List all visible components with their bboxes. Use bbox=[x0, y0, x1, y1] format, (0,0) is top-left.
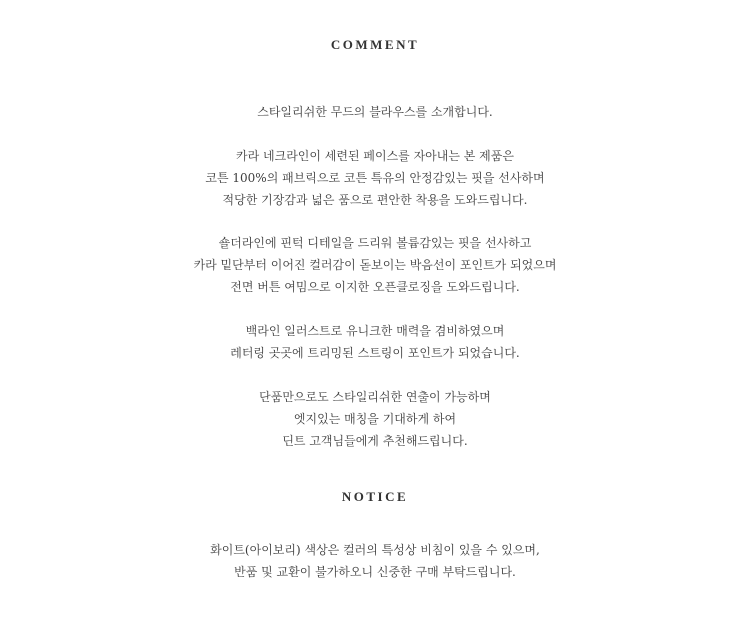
comment-paragraph-collar bbox=[0, 145, 750, 211]
comment-paragraph-backline bbox=[0, 320, 750, 364]
text-line: 백라인 일러스트로 유니크한 매력을 겸비하였으며 bbox=[245, 324, 505, 338]
text-line: 단품만으로도 스타일리쉬한 연출이 가능하며 bbox=[259, 390, 491, 404]
text-line: 레터링 곳곳에 트리밍된 스트링이 포인트가 되었습니다. bbox=[230, 346, 520, 360]
comment-paragraph-shoulder bbox=[0, 232, 750, 298]
comment-paragraph-intro bbox=[0, 101, 750, 123]
text-line: 스타일리쉬한 무드의 블라우스를 소개합니다. bbox=[257, 105, 493, 119]
text-line: 엣지있는 매칭을 기대하게 하여 bbox=[293, 412, 457, 426]
text-line: 화이트(아이보리) 색상은 컬러의 특성상 비침이 있을 수 있으며, bbox=[210, 543, 540, 557]
text-line: 적당한 기장감과 넓은 품으로 편안한 착용을 도와드립니다. bbox=[222, 193, 528, 207]
text-line: 코튼 100%의 패브릭으로 코튼 특유의 안정감있는 핏을 선사하며 bbox=[205, 171, 545, 185]
text-line: 카라 밑단부터 이어진 컬러감이 돋보이는 박음선이 포인트가 되었으며 bbox=[193, 258, 557, 272]
comment-paragraph-styling bbox=[0, 386, 750, 452]
text-line: 딘트 고객님들에게 추천해드립니다. bbox=[282, 434, 468, 448]
text-line: 카라 네크라인이 세련된 페이스를 자아내는 본 제품은 bbox=[236, 149, 514, 163]
text-line: 반품 및 교환이 불가하오니 신중한 구매 부탁드립니다. bbox=[234, 565, 516, 579]
notice-heading: NOTICE bbox=[341, 489, 409, 504]
notice-paragraph bbox=[0, 539, 750, 583]
comment-heading: COMMENT bbox=[330, 37, 420, 52]
text-line: 숄더라인에 핀턱 디테일을 드리워 볼륨감있는 핏을 선사하고 bbox=[218, 236, 532, 250]
text-line: 전면 버튼 여밈으로 이지한 오픈클로징을 도와드립니다. bbox=[230, 280, 520, 294]
